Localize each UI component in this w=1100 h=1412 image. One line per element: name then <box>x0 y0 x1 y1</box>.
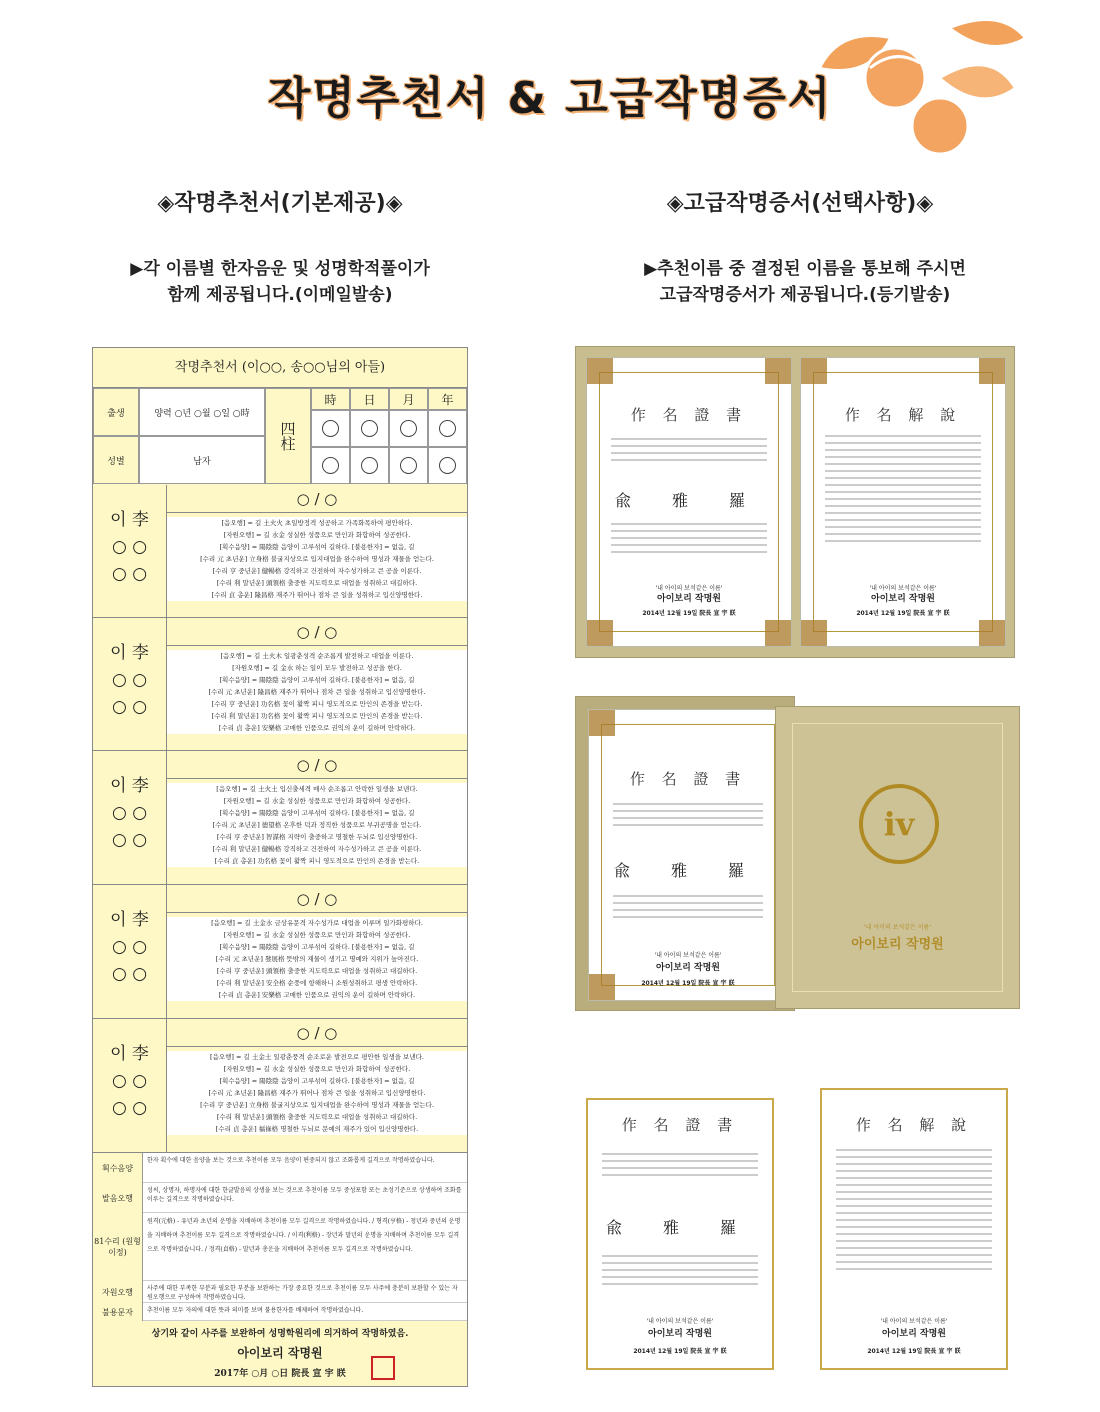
left-intro <box>20 256 540 308</box>
name-block-2 <box>93 618 467 751</box>
cert-title: 作 名 證 書 <box>630 406 748 424</box>
legend-key: 발음오행 <box>93 1183 143 1213</box>
analysis-lines: [음오행] = 길 土火土 입신출세격 매사 순조롭고 안락한 일생을 보낸다. [자원오행] = 길 水金 성실한 성품으로 만인과 화합하여 성공한다. [획수음양] = 陽陰陰 음양이 고루섞여 길하다. [불용한자] = 없음, 길 [수리 元 초년운] 德望格 온후한 덕과 정직한 성품으로 부귀공명을 얻는다. [수리 亨 중년운] 智謀格 지략이 출중하고 명철한 두뇌로 입신양명한다. [수리 利 말년운] 健暢格 강직하고 건전하여 자수성가하고 큰 공을 이룬다. [수리 貞 총운] 功名格 꽃이 활짝 피니 영도적으로 만인의 존경을 받는다. <box>167 783 467 867</box>
pillar-circle <box>400 420 417 437</box>
name-slash: ○ / ○ <box>167 751 467 779</box>
right-subhead: ◈고급작명증서(선택사항)◈ <box>666 191 934 216</box>
recommendation-document <box>92 347 468 1387</box>
pillar-month: 月 <box>389 388 428 410</box>
pillar-circle <box>400 457 417 474</box>
name-block-3 <box>93 751 467 885</box>
signature-date: 2017年 ○月 ○日 院長 宣 宇 眹 <box>214 1369 346 1379</box>
explain-title: 作 名 解 說 <box>844 406 962 424</box>
legend-key: 불용문자 <box>93 1303 143 1321</box>
pillar-year: 年 <box>428 388 467 410</box>
pillar-circle <box>361 457 378 474</box>
cert-name: 兪 雅 羅 <box>614 491 764 510</box>
surname: 이 李 ○ ○ ○ ○ <box>93 1019 167 1152</box>
right-intro <box>545 256 1065 308</box>
legend-value: 성씨, 상명자, 하명자에 대한 한글발음의 상생을 보는 것으로 추천이름 모두 중성포함 또는 초성기준으로 상생하여 조화를 이루는 길격으로 작명하였습니다. <box>143 1183 467 1213</box>
analysis-lines: [음오행] = 길 土火火 초일방정격 성공하고 가족화목하여 평안하다. [자원오행] = 길 水金 성실한 성품으로 만인과 화합하여 성공한다. [획수음양] = 陽陰陰 음양이 고루섞여 길하다. [불용한자] = 없음, 길 [수리 元 초년운] 立身格 불굴지상으로 입지대업을 완수하여 명성과 재물을 얻는다. [수리 亨 중년운] 健暢格 강직하고 건전하여 자수성가하고 큰 공을 이룬다. [수리 利 말년운] 頭領格 출중한 지도력으로 대업을 성취하고 대길하다. [수리 貞 총운] 隆昌格 재주가 뛰어나 점차 큰 일을 성취하고 입신양명한다. <box>167 517 467 601</box>
cert-date: 2014년 12월 19일 院長 宣 宇 眹 <box>867 1348 961 1355</box>
four-pillars-label: 四柱 <box>265 388 311 484</box>
gender-label: 성별 <box>93 436 139 484</box>
surname: 이 李 ○ ○ ○ ○ <box>93 618 167 750</box>
red-seal <box>371 1356 395 1380</box>
legend-key: 자원오행 <box>93 1281 143 1303</box>
cert-org: 아이보리 작명원 <box>656 963 720 973</box>
legend-value: 추천이름 모두 자의에 대한 뜻과 의미를 보며 불용한자를 배제하여 작명하였습니다. <box>143 1303 467 1321</box>
explain-title: 作 名 解 說 <box>855 1116 973 1134</box>
name-slash: ○ / ○ <box>167 618 467 646</box>
pillar-day: 日 <box>350 388 389 410</box>
cert-date: 2014년 12월 19일 院長 宣 宇 眹 <box>641 980 735 987</box>
cert-title: 作 名 證 書 <box>621 1116 739 1134</box>
pillar-circle <box>322 420 339 437</box>
cert-name: 兪 雅 羅 <box>605 1218 755 1237</box>
closing-statement: 상기와 같이 사주를 보완하여 성명학원리에 의거하여 작명하였음. <box>151 1329 409 1339</box>
name-block-1 <box>93 485 467 618</box>
right-intro-line1: ▶추천이름 중 결정된 이름을 통보해 주시면 <box>644 259 966 279</box>
birth-value: 양력 ○년 ○월 ○일 ○時 <box>139 388 265 436</box>
legend-key: 81수리 (원형이정) <box>93 1213 143 1281</box>
cert-date: 2014년 12월 19일 院長 宣 宇 眹 <box>633 1348 727 1355</box>
surname: 이 李 ○ ○ ○ ○ <box>93 485 167 617</box>
cert-org: 아이보리 작명원 <box>657 594 721 604</box>
certificate-folder-back <box>575 696 795 1011</box>
cert-slogan: '내 아이의 보석같은 이름' <box>654 952 722 959</box>
cert-org: 아이보리 작명원 <box>648 1329 712 1339</box>
org-name: 아이보리 작명원 <box>237 1346 323 1360</box>
certificate-cover <box>775 706 1020 1009</box>
left-intro-line2: 함께 제공됩니다.(이메일발송) <box>167 285 393 305</box>
explanation-page <box>800 357 1006 647</box>
pillar-circle <box>439 457 456 474</box>
left-subhead: ◈작명추천서(기본제공)◈ <box>157 191 403 216</box>
legend-value: 원격(元格) - 유년과 초년의 운명을 지배하며 추천이름 모두 길격으로 작명하였습니다. / 형격(亨格) - 청년과 중년의 운명을 지배하며 추천이름 모두 길격으로 작명하였습니다. / 이격(利格) - 장년과 말년의 운명을 지배하며 추천이름 모두 길격으로 작명하였습니다. / 정격(貞格) - 말년과 총운을 지배하며 추천이름 모두 길격으로 작명하였습니다. <box>143 1213 467 1281</box>
iv-logo-icon <box>856 781 942 867</box>
name-block-5 <box>93 1019 467 1153</box>
pillar-hour: 時 <box>311 388 350 410</box>
pillar-circle <box>361 420 378 437</box>
cert-slogan: '내 아이의 보석같은 이름' <box>646 1318 714 1325</box>
birth-info-table <box>93 388 467 484</box>
cert-slogan: '내 아이의 보석같은 이름' <box>880 1318 948 1325</box>
pillar-circle <box>322 457 339 474</box>
birth-label: 출생 <box>93 388 139 436</box>
cert-org: 아이보리 작명원 <box>882 1329 946 1339</box>
cover-slogan: '내 아이의 보석같은 이름' <box>864 924 931 931</box>
document-header: 작명추천서 (이○○, 송○○님의 아들) <box>93 348 467 388</box>
cert-slogan: '내 아이의 보석같은 이름' <box>655 585 723 592</box>
cert-title: 作 名 證 書 <box>629 770 747 788</box>
name-slash: ○ / ○ <box>167 485 467 513</box>
cert-date: 2014년 12월 19일 院長 宣 宇 眹 <box>856 610 950 617</box>
certificate-sheet <box>578 1080 782 1378</box>
legend-value: 사주에 대한 부족한 부분과 필요한 부분을 보완하는 가장 중요한 것으로 추천이름 모두 사주에 충분히 보완할 수 있는 자원오행으로 구성하여 작명하였습니다. <box>143 1281 467 1303</box>
certificate-folder-open <box>575 346 1015 658</box>
cert-slogan: '내 아이의 보석같은 이름' <box>869 585 937 592</box>
name-slash: ○ / ○ <box>167 1019 467 1047</box>
page-title: 작명추천서 & 고급작명증서 <box>267 73 833 124</box>
name-slash: ○ / ○ <box>167 885 467 913</box>
cert-org: 아이보리 작명원 <box>871 594 935 604</box>
certificate-page <box>586 357 792 647</box>
surname: 이 李 ○ ○ ○ ○ <box>93 751 167 884</box>
analysis-lines: [음오행] = 길 土金土 일광춘풍격 순조로운 발전으로 평안한 일생을 보낸다. [자원오행] = 길 水金 성실한 성품으로 만인과 화합하여 성공한다. [획수음양] = 陽陰陰 음양이 고루섞여 길하다. [불용한자] = 없음, 길 [수리 元 초년운] 隆昌格 재주가 뛰어나 점차 큰 일을 성취하고 입신양명한다. [수리 亨 중년운] 立身格 불굴지상으로 입지대업을 완수하여 명성과 재물을 얻는다. [수리 利 말년운] 頭領格 출중한 지도력으로 대업을 성취하고 대길하다. [수리 貞 총운] 福祿格 명철한 두뇌로 문예의 재주가 있어 입신양명한다. <box>167 1051 467 1135</box>
left-intro-line1: ▶각 이름별 한자음운 및 성명학적풀이가 <box>130 259 430 279</box>
cert-name: 兪 雅 羅 <box>613 861 763 880</box>
right-intro-line2: 고급작명증서가 제공됩니다.(등기발송) <box>659 285 951 305</box>
explanation-sheet <box>812 1080 1016 1378</box>
analysis-lines: [음오행] = 길 土金水 금상유문격 자수성가로 대업을 이루며 일가화평하다. [자원오행] = 길 水金 성실한 성품으로 만인과 화합하여 성공한다. [획수음양] = 陽陰陰 음양이 고루섞여 길하다. [불용한자] = 없음, 길 [수리 元 초년운] 發展格 뜻밖의 재물이 생기고 명예와 지위가 높아진다. [수리 亨 중년운] 頭領格 출중한 지도력으로 대업을 성취하고 대길하다. [수리 利 말년운] 安全格 순풍에 항해하니 소원성취하고 평생 안락하다. [수리 貞 총운] 安樂格 고매한 인품으로 권익의 운이 길하며 안락하다. <box>167 917 467 1001</box>
name-block-4 <box>93 885 467 1019</box>
legend-key: 획수음양 <box>93 1153 143 1183</box>
gender-value: 남자 <box>139 436 265 484</box>
svg-text:iv: iv <box>883 805 915 843</box>
surname: 이 李 ○ ○ ○ ○ <box>93 885 167 1018</box>
analysis-lines: [음오행] = 길 土火木 일광춘성격 순조롭게 발전하고 대업을 이룬다. [자원오행] = 길 金水 하는 일이 모두 발전하고 성공을 한다. [획수음양] = 陽陰陰 음양이 고루섞여 길하다. [불용한자] = 없음, 길 [수리 元 초년운] 隆昌格 재주가 뛰어나 점차 큰 일을 성취하고 입신양명한다. [수리 亨 중년운] 功名格 꽃이 활짝 피니 영도적으로 만인의 존경을 받는다. [수리 利 말년운] 功名格 꽃이 활짝 피니 영도적으로 만인의 존경을 받는다. [수리 貞 총운] 安樂格 고매한 인품으로 권익의 운이 길하며 안락하다. <box>167 650 467 734</box>
legend-value: 한자 획수에 대한 음양을 보는 것으로 추천이름 모두 음양이 편중되지 않고 조화롭게 길격으로 작명하였습니다. <box>143 1153 467 1183</box>
pillar-circle <box>439 420 456 437</box>
cover-org: 아이보리 작명원 <box>851 937 944 952</box>
certificate-page <box>588 709 788 1001</box>
cert-date: 2014년 12월 19일 院長 宣 宇 眹 <box>642 610 736 617</box>
legend-table <box>93 1153 467 1321</box>
